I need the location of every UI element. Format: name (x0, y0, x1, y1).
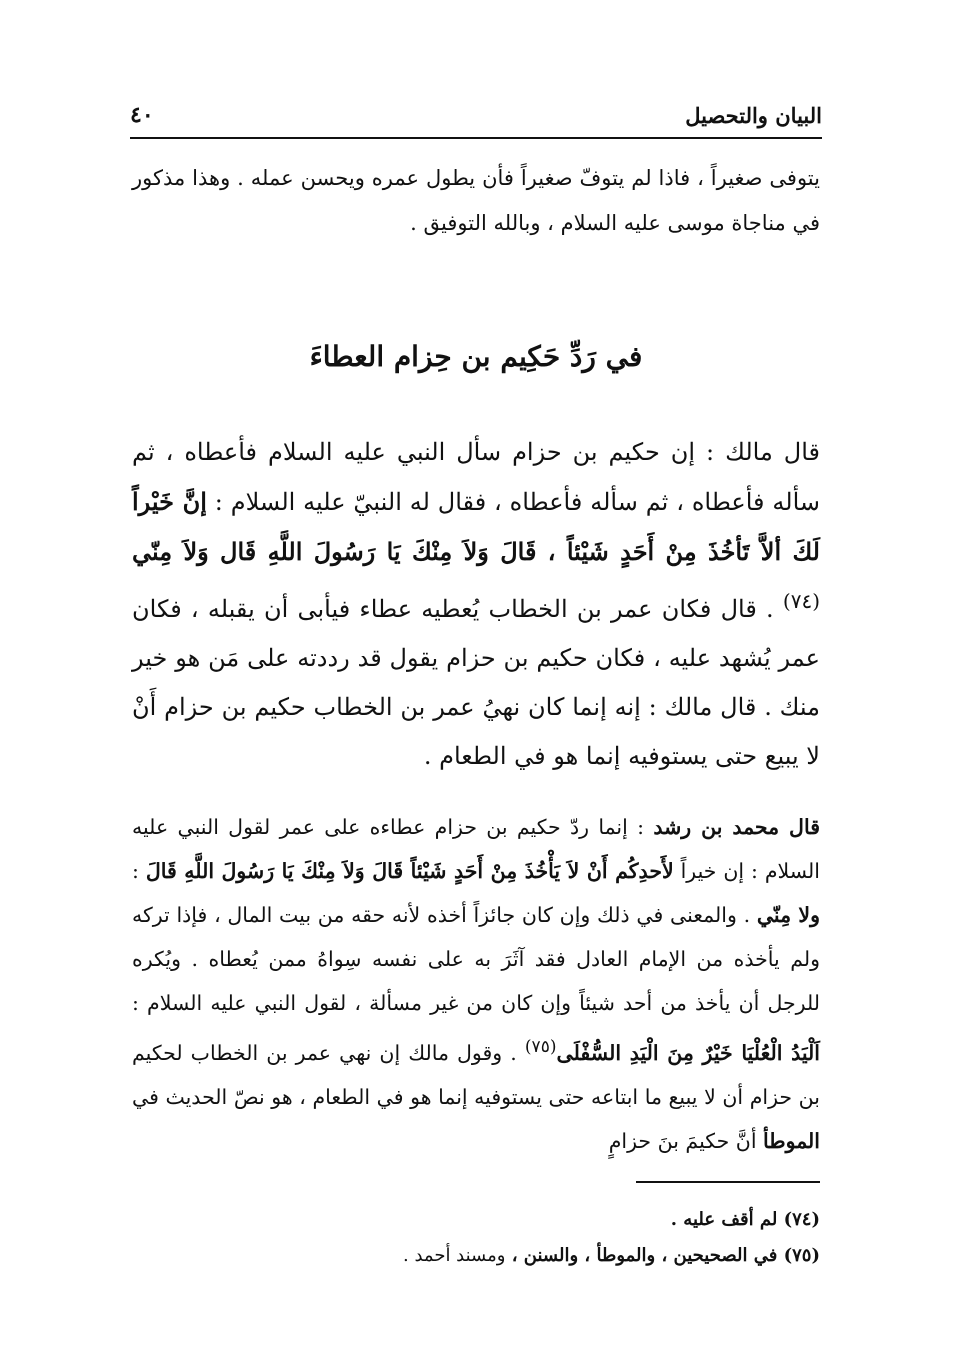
footnote-ref-75: (٧٥) (524, 1037, 557, 1057)
footnote-75 (132, 1238, 820, 1274)
malik-text-1: قال مالك : إن حكيم بن حزام سأل النبي عليه السلام فأعطاه ، ثم سأله فأعطاه ، ثم سأله فأعطاه ، فقال له النبيّ عليه السلام : (132, 438, 820, 516)
ibn-rushd-text-1: : إنما ردّ حكيم بن حزام عطاءه على عمر لقول النبي عليه السلام : إن خيراً (132, 815, 820, 883)
page-number: ٤٠ (130, 102, 154, 128)
ibn-rushd-lead-in: قال محمد بن رشد (653, 815, 820, 839)
intro-paragraph: يتوفى صغيراً ، فاذا لم يتوفّ صغيراً فأن يطول عمره ويحسن عمله . وهذا مذكور في مناجاة موسى عليه السلام ، وبالله التوفيق . (132, 166, 820, 235)
running-title: البيان والتحصيل (685, 102, 822, 128)
ibn-rushd-text-2: : (132, 859, 146, 883)
hadith-quote-3: اَلْيَدُ الْعُلْيَا خَيْرٌ مِنَ الْيَدِ السُّفْلَى (556, 1040, 820, 1065)
footnote-ref-74: (٧٤) (782, 589, 820, 613)
malik-paragraph (132, 428, 820, 781)
footnote-number: (٧٥) (783, 1245, 820, 1266)
footnote-number: (٧٤) (783, 1209, 820, 1230)
header-rule (130, 137, 822, 139)
footnote-rule (636, 1181, 820, 1183)
hadith-quote-2: ولا مِنّي (756, 903, 820, 927)
hadith-quote: إنَّ خَيْراً لَكَ ألاَّ تَأخُذَ مِنْ أَحَدٍ شَيْئاً ، قَالَ وَلاَ مِنْكَ يَا رَسُولَ اللَّهِ قَال وَلاَ مِنّي (132, 487, 820, 566)
malik-text-2: . قال فكان عمر بن الخطاب يُعطيه عطاء فيأبى أن يقبله ، فكان عمر يُشهد عليه ، فكان حكيم بن حزام يقول قد رددته على مَن هو خير منك . قال مالك : إنه إنما كان نهيُ عمر بن الخطاب حكيم بن حزام أَنْ لا يبيع حتى يستوفيه إنما هو في الطعام . (132, 595, 820, 770)
ibn-rushd-text-3: . والمعنى في ذلك وإن كان جائزاً أخذه لأنه حقه من بيت المال ، فإذا تركه ولم يأخذه من الإمام العادل فقد آثَرَ به على نفسه سِواهُ ممن يُعطاه . ويُكره للرجل أن يأخذ من أحد شيئاً وإن كان من غير مسألة ، لقول النبي عليه السلام : (132, 903, 820, 1015)
footnote-text-2: ومسند أحمد . (403, 1245, 506, 1266)
page-header (130, 98, 822, 132)
footnote-text: لم أقف عليه . (670, 1209, 784, 1230)
hadith-quote-1: لأَحدِكُم أَنْ لاَ يَأْخُذَ مِنْ أَحَدٍ شَيْئاً قَالَ وَلاَ مِنْكَ يَا رَسُولَ اللَّهِ قَالَ (145, 859, 674, 883)
ibn-rushd-text-4: . وقول مالك إن نهي عمر بن الخطاب لحكيم بن حزام أن لا يبيع ما ابتاعه حتى يستوفيه إنما هو في الطعام ، هو نصّ الحديث في (132, 1040, 820, 1109)
book-reference: الموطأ (763, 1128, 820, 1153)
footnote-text: في الصحيحين ، والموطأ ، والسنن ، (505, 1245, 784, 1266)
ibn-rushd-paragraph (132, 805, 820, 1163)
section-heading: في رَدِّ حَكِيم بن حِزام العطاءَ (309, 340, 643, 373)
ibn-rushd-text-5: أنَّ حكيمَ بنَ حزامٍ (608, 1128, 764, 1153)
footnotes (132, 1202, 820, 1274)
footnote-74 (132, 1202, 820, 1238)
